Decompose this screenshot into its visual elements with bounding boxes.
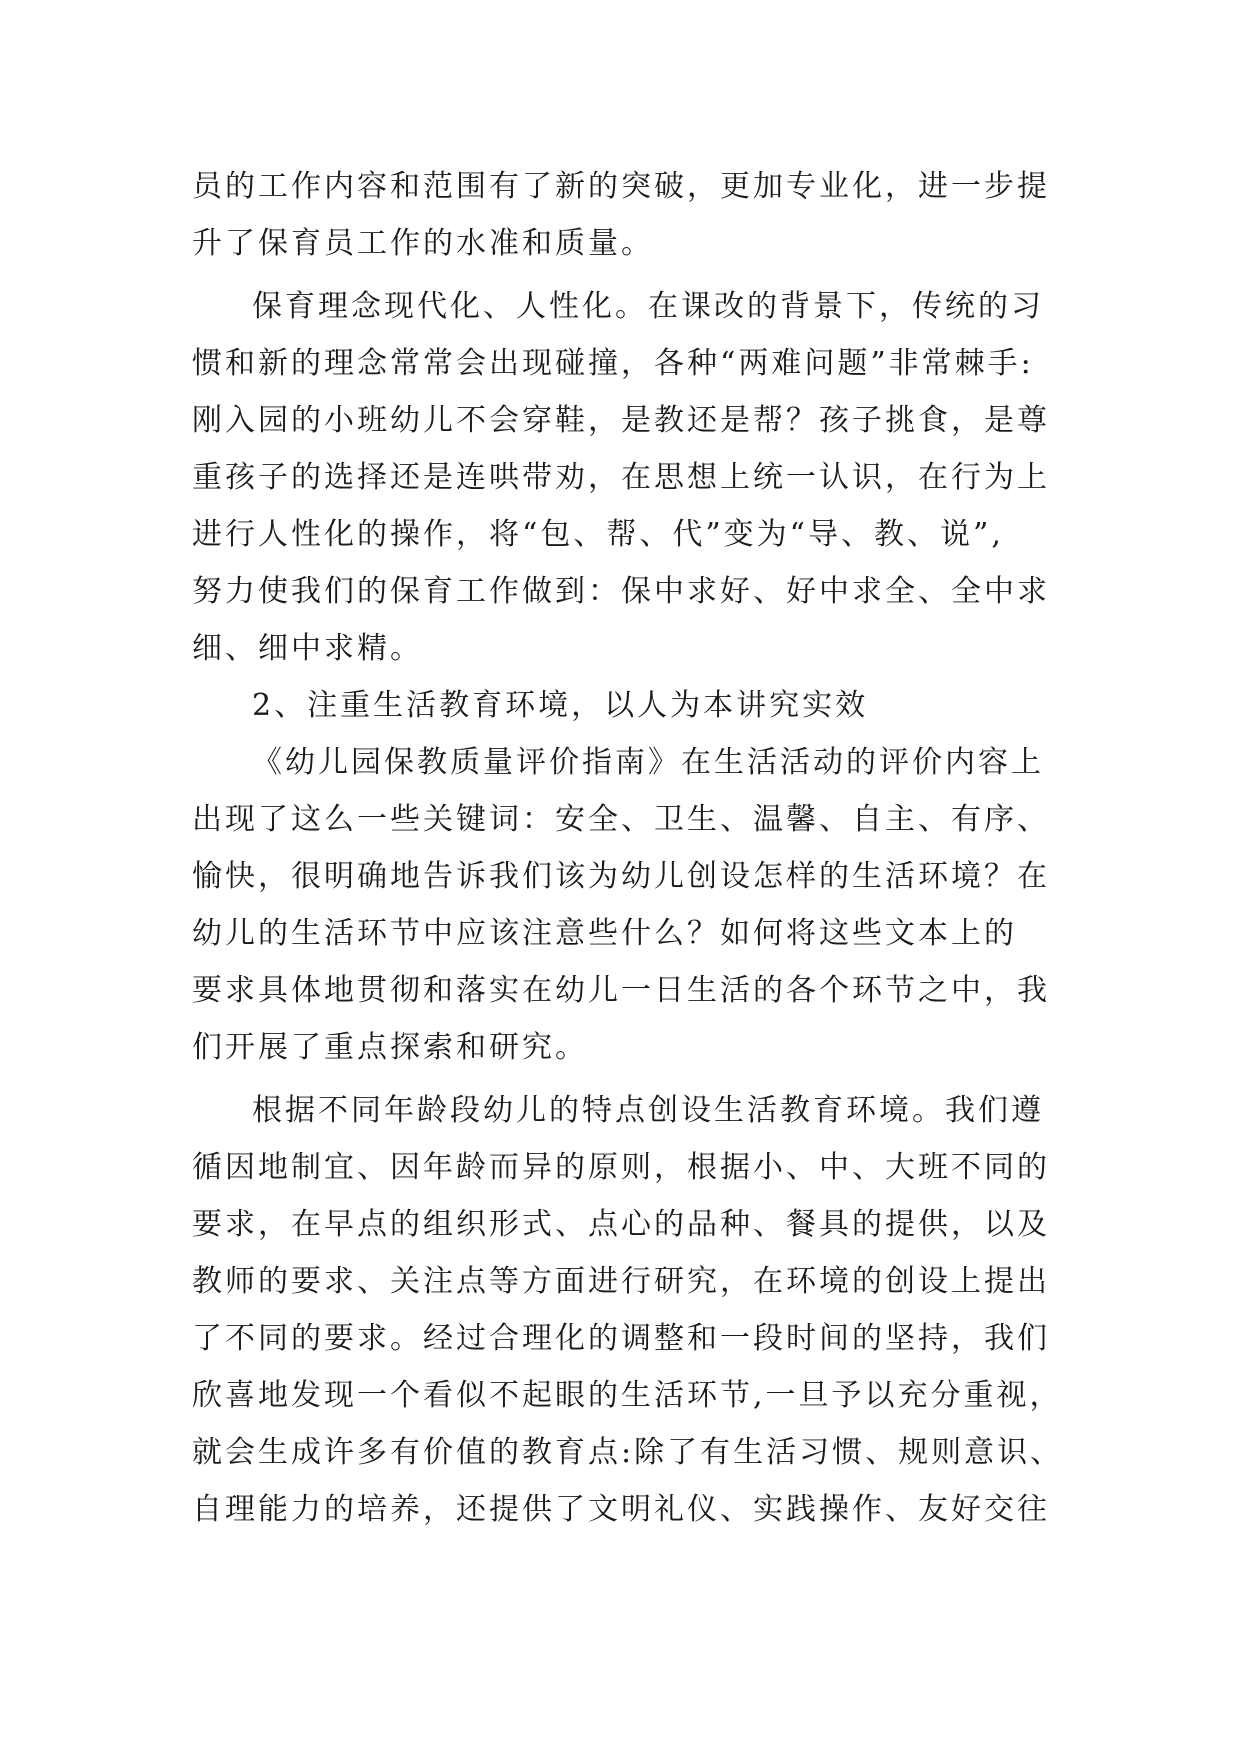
paragraph-start-line: 根据不同年龄段幼儿的特点创设生活教育环境。我们遵 [252, 1093, 1044, 1128]
text-line: 了不同的要求。经过合理化的调整和一段时间的坚持，我们 [192, 1321, 1050, 1356]
text-line: 就会生成许多有价值的教育点:除了有生活习惯、规则意识、 [192, 1435, 1064, 1470]
text-line: 教师的要求、关注点等方面进行研究，在环境的创设上提出 [192, 1264, 1050, 1299]
text-line: 员的工作内容和范围有了新的突破，更加专业化，进一步提 [192, 169, 1050, 204]
text-line: 进行人性化的操作，将“包、帮、代”变为“导、教、说”, [192, 517, 1004, 552]
text-line: 愉快，很明确地告诉我们该为幼儿创设怎样的生活环境？在 [192, 859, 1050, 894]
paragraph-start-line: 《幼儿园保教质量评价指南》在生活活动的评价内容上 [252, 745, 1044, 780]
text-line: 升了保育员工作的水准和质量。 [192, 226, 654, 261]
text-line: 们开展了重点探索和研究。 [192, 1030, 588, 1065]
text-line: 自理能力的培养，还提供了文明礼仪、实践操作、友好交往 [192, 1492, 1050, 1527]
document-page [192, 158, 1064, 1538]
text-line: 努力使我们的保育工作做到：保中求好、好中求全、全中求 [192, 574, 1050, 609]
text-line: 幼儿的生活环节中应该注意些什么？如何将这些文本上的 [192, 916, 1017, 951]
text-line: 出现了这么一些关键词：安全、卫生、温馨、自主、有序、 [192, 802, 1050, 837]
paragraph-start-line: 保育理念现代化、人性化。在课改的背景下，传统的习 [252, 289, 1044, 324]
text-line: 重孩子的选择还是连哄带劝，在思想上统一认识，在行为上 [192, 460, 1050, 495]
text-line: 要求，在早点的组织形式、点心的品种、餐具的提供，以及 [192, 1207, 1050, 1242]
text-line: 要求具体地贯彻和落实在幼儿一日生活的各个环节之中，我 [192, 973, 1050, 1008]
text-line: 细、细中求精。 [192, 631, 423, 666]
text-line: 惯和新的理念常常会出现碰撞，各种“两难问题”非常棘手: [192, 346, 1034, 381]
text-line: 循因地制宜、因年龄而异的原则，根据小、中、大班不同的 [192, 1150, 1050, 1185]
text-line: 欣喜地发现一个看似不起眼的生活环节,一旦予以充分重视， [192, 1378, 1063, 1413]
section-heading: 2、注重生活教育环境，以人为本讲究实效 [252, 688, 869, 723]
text-line: 刚入园的小班幼儿不会穿鞋，是教还是帮？孩子挑食，是尊 [192, 403, 1050, 438]
